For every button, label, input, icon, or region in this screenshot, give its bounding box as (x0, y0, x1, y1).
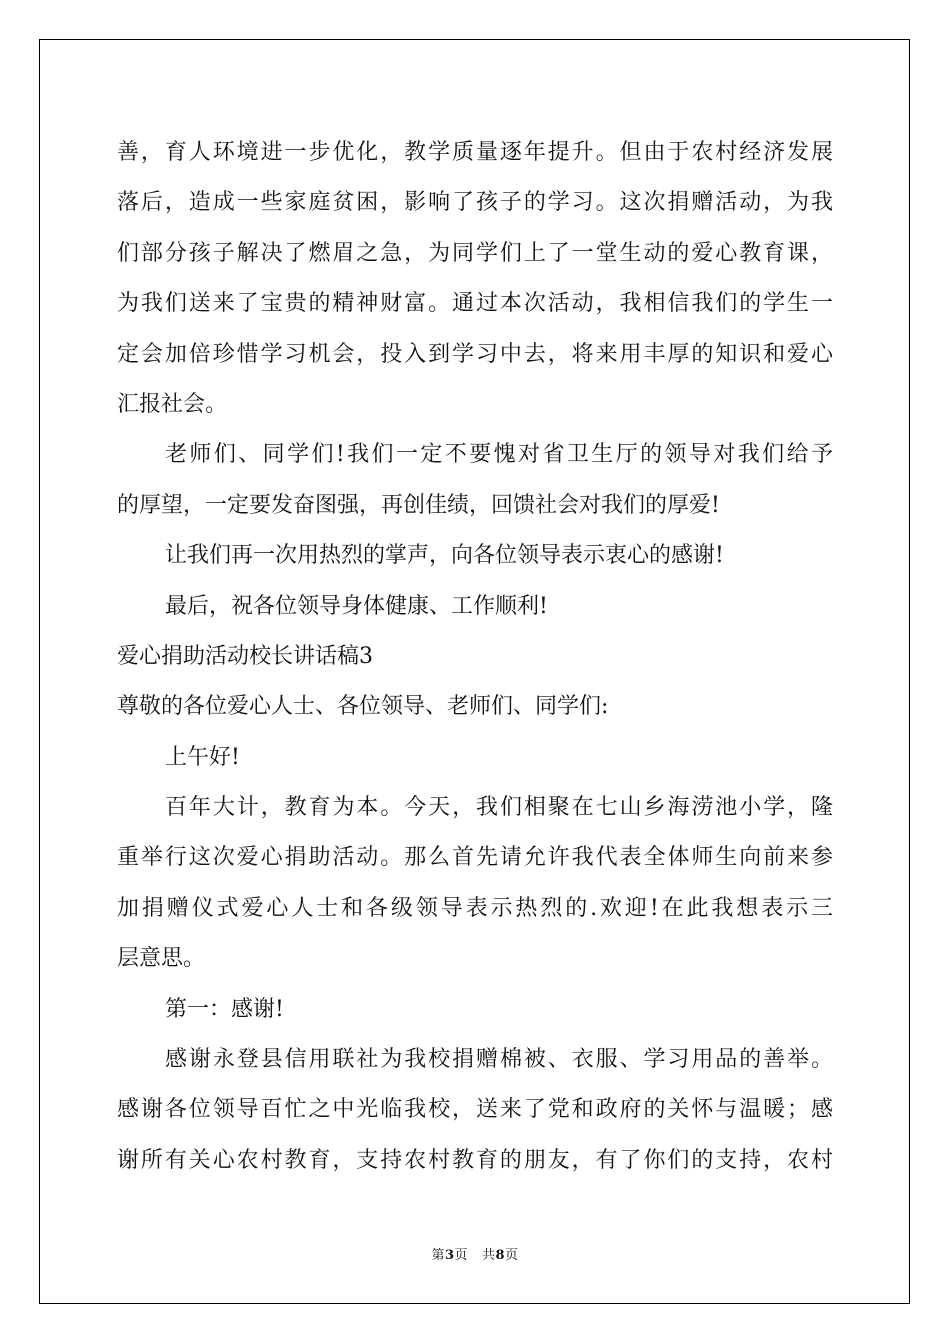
text-line: 层意思。 (117, 946, 206, 972)
text-line: 汇报社会。 (117, 391, 228, 417)
text-line: 尊敬的各位爱心人士、各位领导、老师们、同学们: (117, 694, 609, 720)
text-line: 为我们送来了宝贵的精神财富。通过本次活动，我相信我们的学生一 (117, 291, 833, 317)
page-suffix: 页 (454, 1248, 469, 1263)
text-line: 定会加倍珍惜学习机会，投入到学习中去，将来用丰厚的知识和爱心 (117, 341, 833, 367)
total-suffix: 页 (505, 1248, 519, 1263)
text-line: 们部分孩子解决了燃眉之急，为同学们上了一堂生动的爱心教育课， (117, 240, 833, 266)
text-line: 的厚望，一定要发奋图强，再创佳绩，回馈社会对我们的厚爱! (117, 492, 720, 518)
text-line: 谢所有关心农村教育，支持农村教育的朋友，有了你们的支持，农村 (117, 1147, 833, 1173)
text-line: 让我们再一次用热烈的掌声，向各位领导表示衷心的感谢! (165, 543, 724, 569)
text-line: 感谢各位领导百忙之中光临我校，送来了党和政府的关怀与温暖；感 (117, 1097, 833, 1123)
total-pages: 8 (495, 1248, 506, 1263)
text-line: 第一：感谢! (165, 996, 284, 1022)
page-number: 3 (444, 1248, 455, 1263)
page-footer (0, 1244, 950, 1263)
text-line: 爱心捐助活动校长讲话稿3 (117, 643, 373, 669)
document-body (117, 128, 833, 1186)
text-line: 感谢永登县信用联社为我校捐赠棉被、衣服、学习用品的善举。 (165, 1047, 833, 1073)
text-line: 善，育人环境进一步优化，教学质量逐年提升。但由于农村经济发展 (117, 140, 833, 165)
text-line: 最后，祝各位领导身体健康、工作顺利! (165, 593, 548, 619)
text-line: 加捐赠仪式爱心人士和各级领导表示热烈的.欢迎!在此我想表示三 (117, 895, 833, 921)
text-line: 百年大计，教育为本。今天，我们相聚在七山乡海涝池小学，隆 (165, 795, 833, 821)
text-line: 上午好! (165, 744, 240, 770)
text-line: 老师们、同学们!我们一定不要愧对省卫生厅的领导对我们给予 (165, 442, 833, 468)
text-line: 重举行这次爱心捐助活动。那么首先请允许我代表全体师生向前来参 (117, 845, 833, 871)
page-prefix: 第 (431, 1248, 445, 1263)
text-line: 落后，造成一些家庭贫困，影响了孩子的学习。这次捐赠活动，为我 (117, 190, 833, 216)
total-prefix: 共 (481, 1248, 496, 1263)
